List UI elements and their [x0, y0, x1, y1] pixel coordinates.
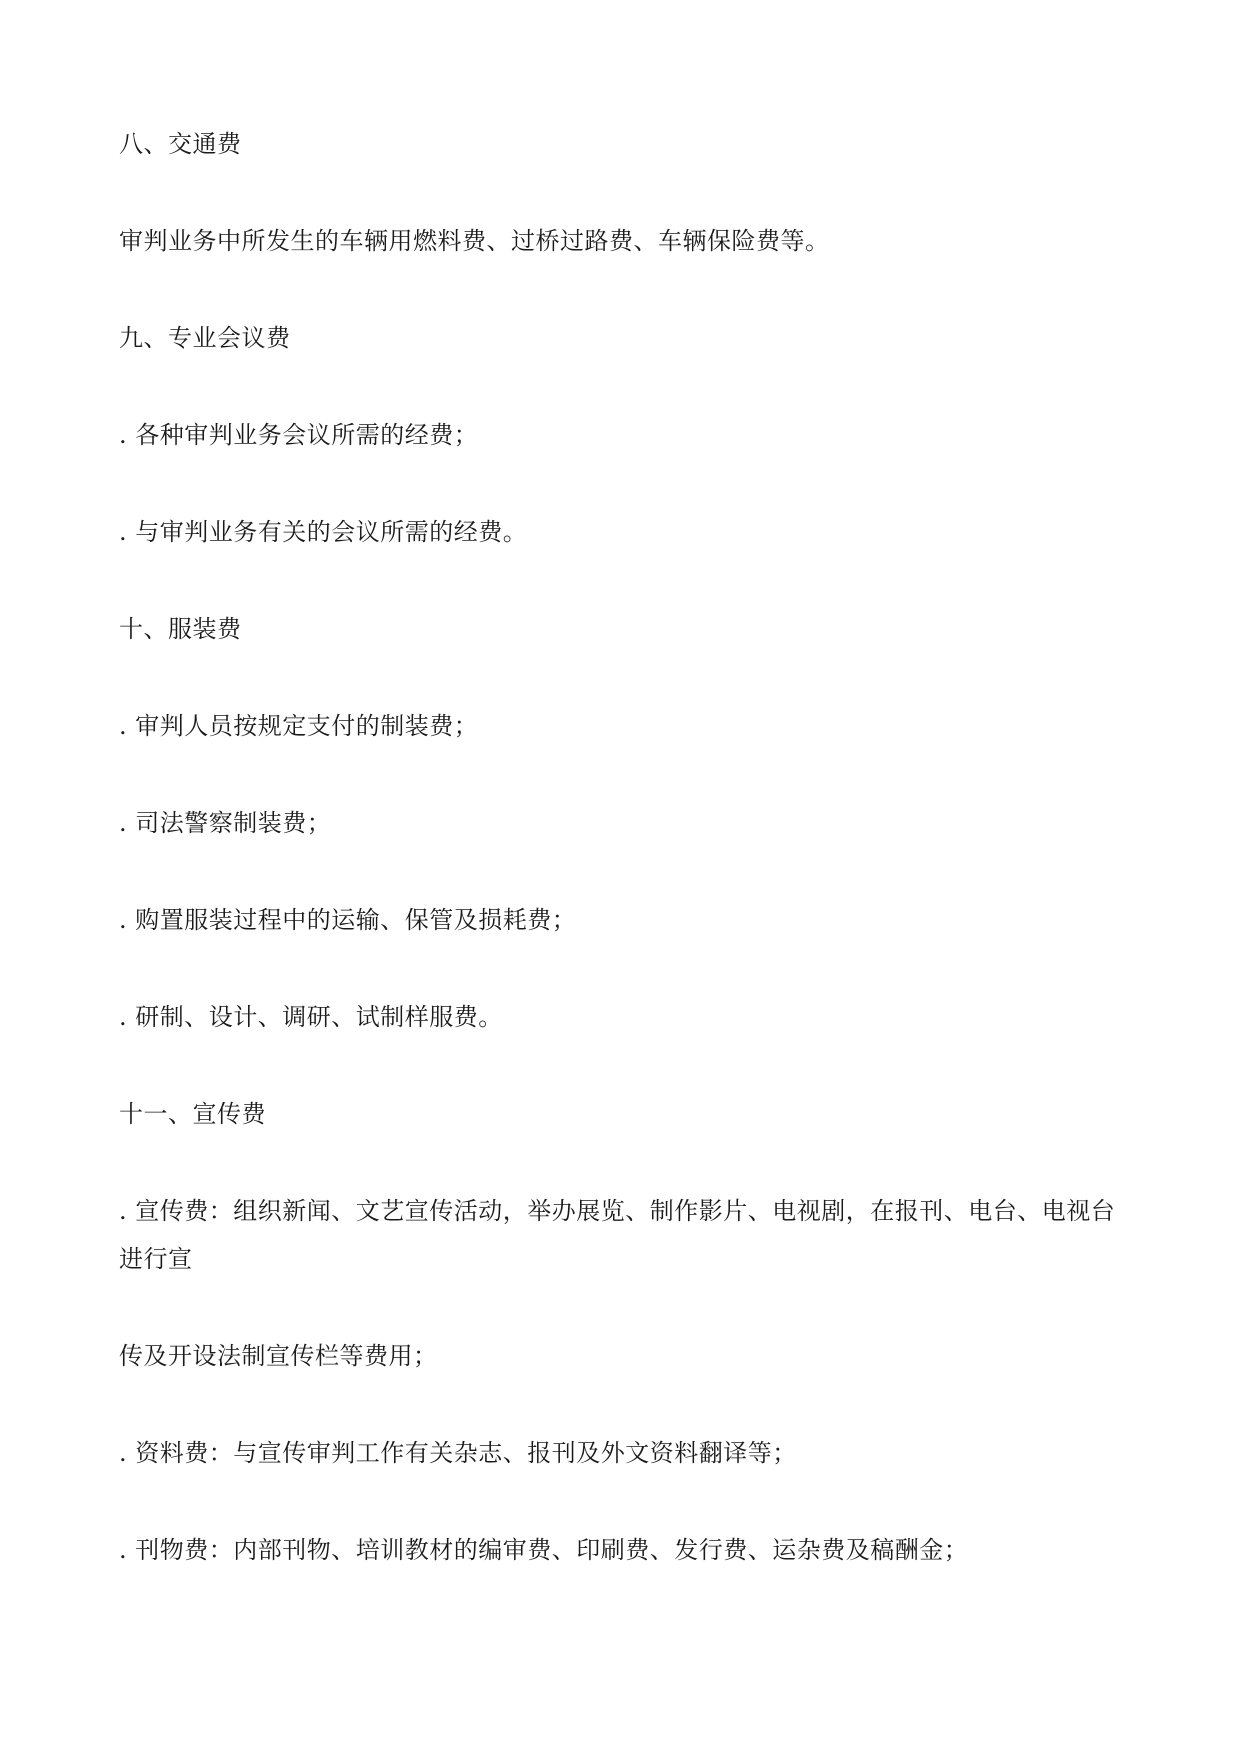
- paragraph-publicity-continued: 传及开设法制宣传栏等费用；: [119, 1342, 438, 1370]
- list-item-publicity-1-wrap: 进行宣: [119, 1245, 193, 1273]
- heading-clothing-fee: 十、服装费: [119, 615, 242, 643]
- list-item-clothing-4: . 研制、设计、调研、试制样服费。: [119, 1003, 503, 1031]
- list-item-clothing-3: . 购置服装过程中的运输、保管及损耗费；: [119, 906, 577, 934]
- list-item-meeting-2: . 与审判业务有关的会议所需的经费。: [119, 518, 528, 546]
- paragraph-transport-fee: 审判业务中所发生的车辆用燃料费、过桥过路费、车辆保险费等。: [119, 227, 830, 255]
- list-item-clothing-1: . 审判人员按规定支付的制装费；: [119, 712, 479, 740]
- heading-transport-fee: 八、交通费: [119, 130, 242, 158]
- list-item-publicity-1: . 宣传费：组织新闻、文艺宣传活动，举办展览、制作影片、电视剧，在报刊、电台、电视台: [119, 1197, 1116, 1225]
- heading-publicity-fee: 十一、宣传费: [119, 1100, 266, 1128]
- list-item-publicity-2: . 资料费：与宣传审判工作有关杂志、报刊及外文资料翻译等；: [119, 1439, 797, 1467]
- list-item-publicity-3: . 刊物费：内部刊物、培训教材的编审费、印刷费、发行费、运杂费及稿酬金；: [119, 1536, 969, 1564]
- list-item-meeting-1: . 各种审判业务会议所需的经费；: [119, 421, 479, 449]
- list-item-clothing-2: . 司法警察制装费；: [119, 809, 332, 837]
- heading-meeting-fee: 九、专业会议费: [119, 324, 291, 352]
